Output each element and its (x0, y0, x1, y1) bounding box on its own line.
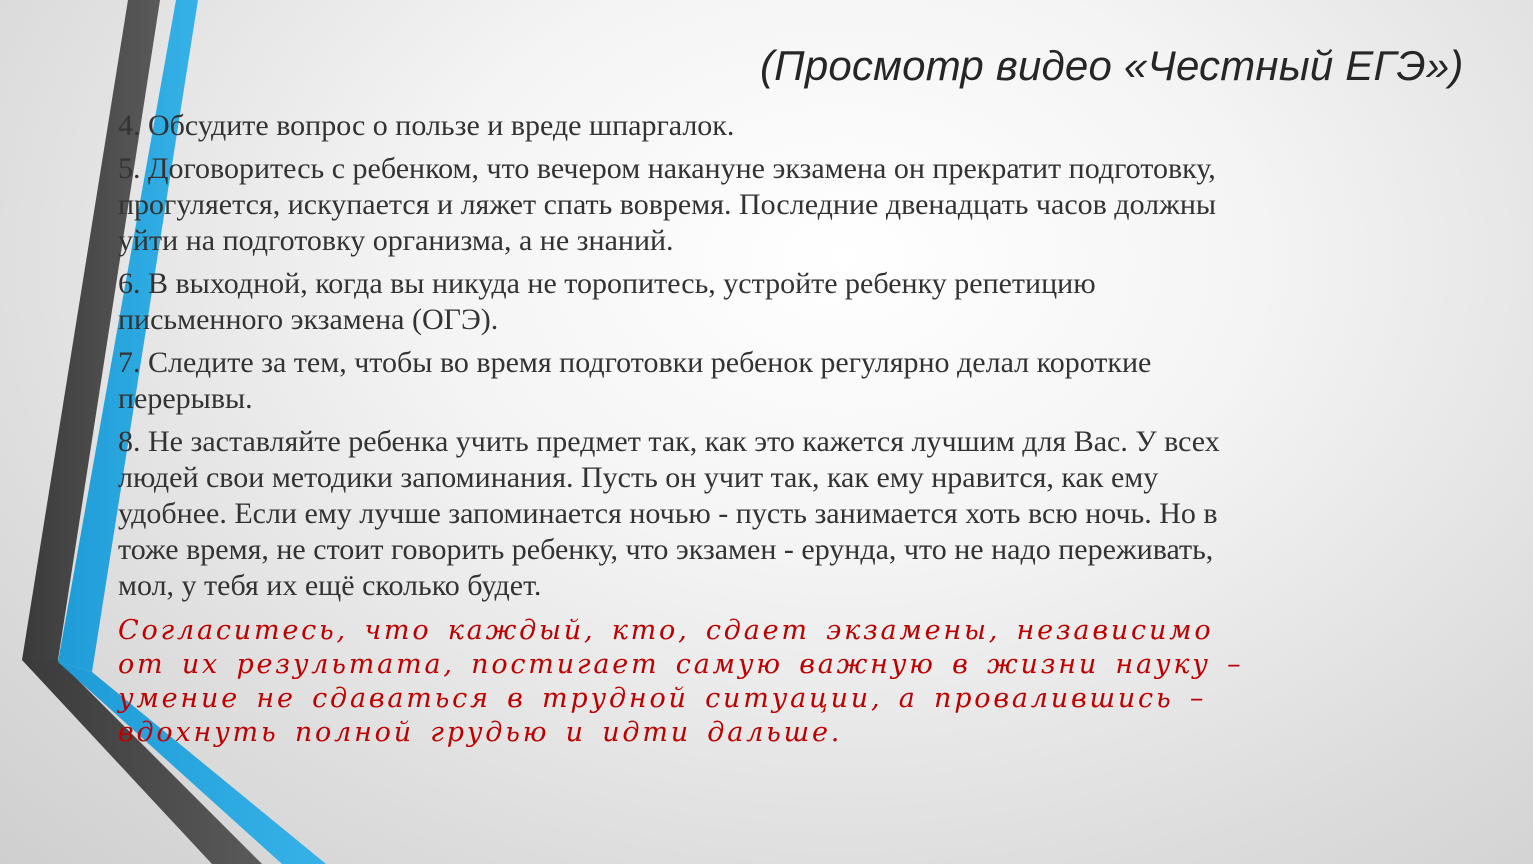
advice-item-5: 5. Договоритесь с ребенком, что вечером накануне экзамена он прекратит подготовку, прогуляется, искупается и ляжет спать вовремя. Последние двенадцать часов должны уйти на подготовку организма, а не знаний. (118, 152, 1217, 257)
advice-list (118, 108, 1253, 750)
closing-statement: Согласитесь, что каждый, кто, сдает экзамены, независимо от их результата, постигает самую важную в жизни науку – умение не сдаваться в трудной ситуации, а провалившись – вдохнуть полной грудью и идти дальше. (118, 615, 1244, 748)
advice-item-8: 8. Не заставляйте ребенка учить предмет так, как это кажется лучшим для Вас. У всех людей свои методики запоминания. Пусть он учит так, как ему нравится, как ему удобнее. Если ему лучше запоминается ночью - пусть занимается хоть всю ночь. Но в тоже время, не стоит говорить ребенку, что экзамен - ерунда, что не надо переживать, мол, у тебя их ещё сколько будет. (118, 425, 1220, 602)
advice-item-4: 4. Обсудите вопрос о пользе и вреде шпаргалок. (118, 109, 735, 142)
advice-item-7: 7. Следите за тем, чтобы во время подготовки ребенок регулярно делал короткие перерывы. (118, 346, 1152, 415)
advice-item-6: 6. В выходной, когда вы никуда не торопитесь, устройте ребенку репетицию письменного экзамена (ОГЭ). (118, 267, 1096, 336)
slide-title: (Просмотр видео «Честный ЕГЭ») (760, 42, 1464, 89)
